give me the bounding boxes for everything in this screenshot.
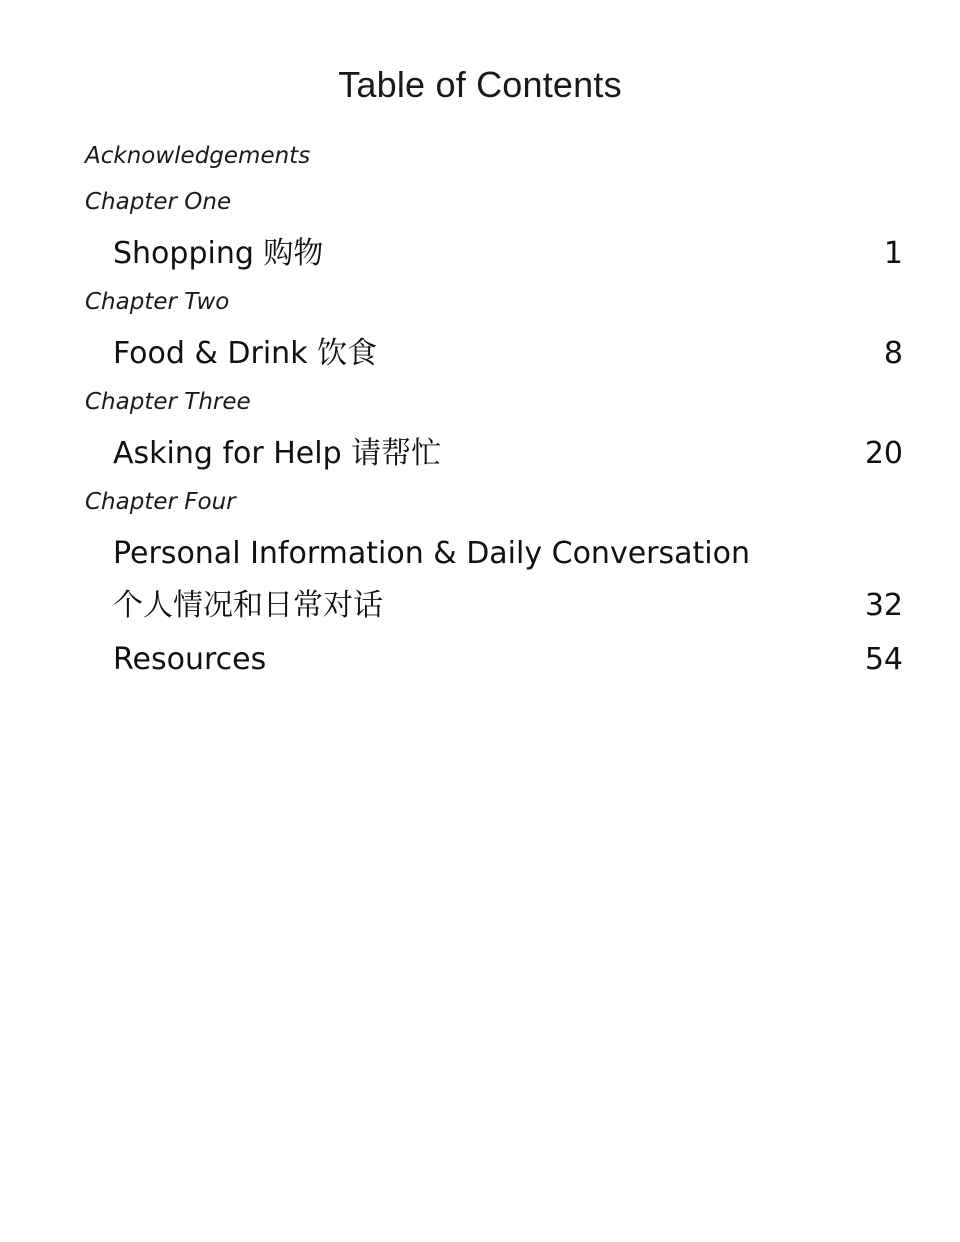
chapter-three-title[interactable]: Asking for Help 请帮忙 (113, 436, 442, 471)
chapter-four-title-line1[interactable]: Personal Information & Daily Conversation (113, 536, 750, 571)
chapter-one-title[interactable]: Shopping 购物 (113, 236, 324, 271)
chapter-two-title[interactable]: Food & Drink 饮食 (113, 336, 378, 371)
chapter-three-label: Chapter Three (85, 389, 251, 415)
chapter-three-page-number: 20 (864, 436, 903, 471)
chapter-one-label: Chapter One (85, 189, 232, 215)
acknowledgements-label[interactable]: Acknowledgements (85, 143, 311, 169)
chapter-four-page-number: 32 (864, 588, 903, 623)
chapter-two-label: Chapter Two (85, 289, 230, 315)
resources-page-number: 54 (864, 642, 903, 677)
chapter-one-page-number: 1 (883, 236, 903, 271)
chapter-four-label: Chapter Four (85, 489, 236, 515)
resources-title[interactable]: Resources (113, 642, 267, 677)
chapter-two-page-number: 8 (883, 336, 903, 371)
page-title: Table of Contents (338, 64, 622, 105)
chapter-four-title-line2[interactable]: 个人情况和日常对话 (113, 588, 383, 623)
